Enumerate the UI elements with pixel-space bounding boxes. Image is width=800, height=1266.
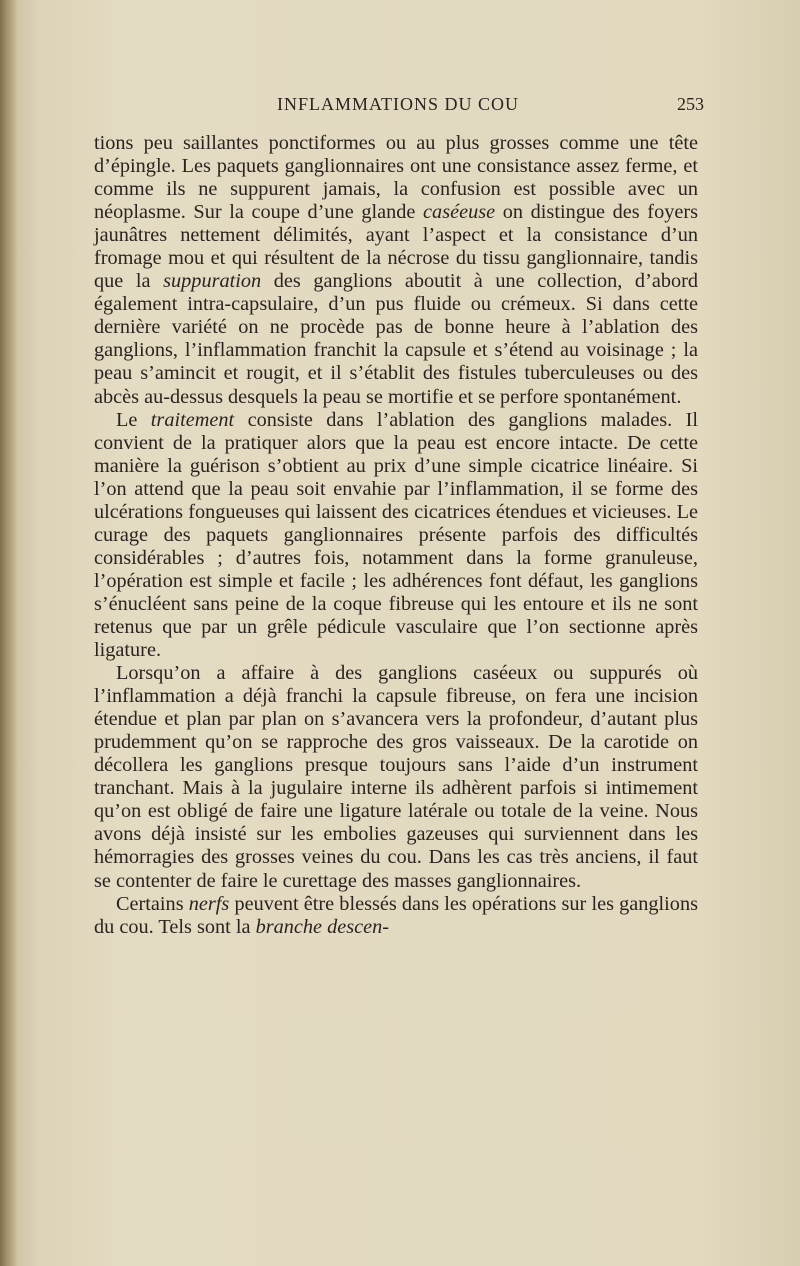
paragraph-3 <box>94 662 698 892</box>
italic-term: suppuration <box>163 270 262 293</box>
italic-term: nerfs <box>188 892 230 915</box>
text-run: tions peu saillantes ponctiformes ou au plus grosses comme une tête d’épingle. Les paquets ganglionnaires ont une consistance assez ferme, et comme ils ne suppurent jamais, la confusion est possible avec un néoplasme. Sur la coupe d’une glande <box>94 132 698 224</box>
text-run: on distingue des foyers jaunâtres nettement délimités, ayant l’aspect et la consistance d’un fromage mou et qui résultent de la nécrose du tissu ganglionnaire, tandis que la <box>94 201 698 293</box>
text-run: Lorsqu’on a affaire à des ganglions caséeux ou suppurés où l’inflammation a déjà franchi la capsule fibreuse, on fera une incision étendue et plan par plan on s’avancera vers la profondeur, d’autant plus prudemment qu’on se rapproche des gros vaisseaux. De la carotide on décollera les ganglions presque toujours sans l’aide d’un instrument tranchant. Mais à la jugulaire interne ils adhèrent parfois si intimement qu’on est obligé de faire une ligature latérale ou totale de la veine. Nous avons déjà insisté sur les embolies gazeuses qui surviennent dans les hémorragies des grosses veines du cou. Dans les cas très anciens, il faut se contenter de faire le curettage des masses ganglionnaires. <box>94 662 698 892</box>
page-header <box>92 92 704 122</box>
paragraph-4 <box>94 893 698 939</box>
page-number: 253 <box>677 94 704 114</box>
running-title: INFLAMMATIONS DU COU <box>276 94 519 114</box>
binding-edge <box>0 0 18 1266</box>
text-run: Certains <box>116 892 189 915</box>
text-run: des ganglions aboutit à une collection, d’abord également intra-capsulaire, d’un pus fluide ou crémeux. Si dans cette dernière variété on ne procède pas de bonne heure à l’ablation des ganglions, l’inflammation franchit la capsule et s’étend au voisinage ; la peau s’amincit et rougit, et il s’établit des fistules tuberculeuses ou des abcès au-dessus desquels la peau se mortifie et se perfore spontanément. <box>94 270 698 408</box>
italic-term: caséeuse <box>423 201 496 224</box>
paragraph-1 <box>94 132 698 409</box>
italic-term: traitement <box>150 408 235 431</box>
text-run: peuvent être blessés dans les opérations sur les ganglions du cou. Tels sont la <box>94 892 698 938</box>
paragraph-2 <box>94 409 698 663</box>
italic-term: branche descen- <box>255 915 390 938</box>
text-run: Le <box>116 408 151 431</box>
body-text <box>94 132 698 939</box>
text-run: consiste dans l’ablation des ganglions malades. Il convient de la pratiquer alors que la peau est encore intacte. De cette manière la guérison s’obtient au prix d’une simple cicatrice linéaire. Si l’on attend que la peau soit envahie par l’inflammation, il se forme des ulcérations fongueuses qui laissent des cicatrices étendues et vicieuses. Le curage des paquets ganglionnaires présente parfois des difficultés considérables ; d’autres fois, notamment dans la forme granuleuse, l’opération est simple et facile ; les adhérences font défaut, les ganglions s’énucléent sans peine de la coque fibreuse qui les entoure et ils ne sont retenus que par un grêle pédicule vasculaire que l’on sectionne après ligature. <box>94 408 698 662</box>
